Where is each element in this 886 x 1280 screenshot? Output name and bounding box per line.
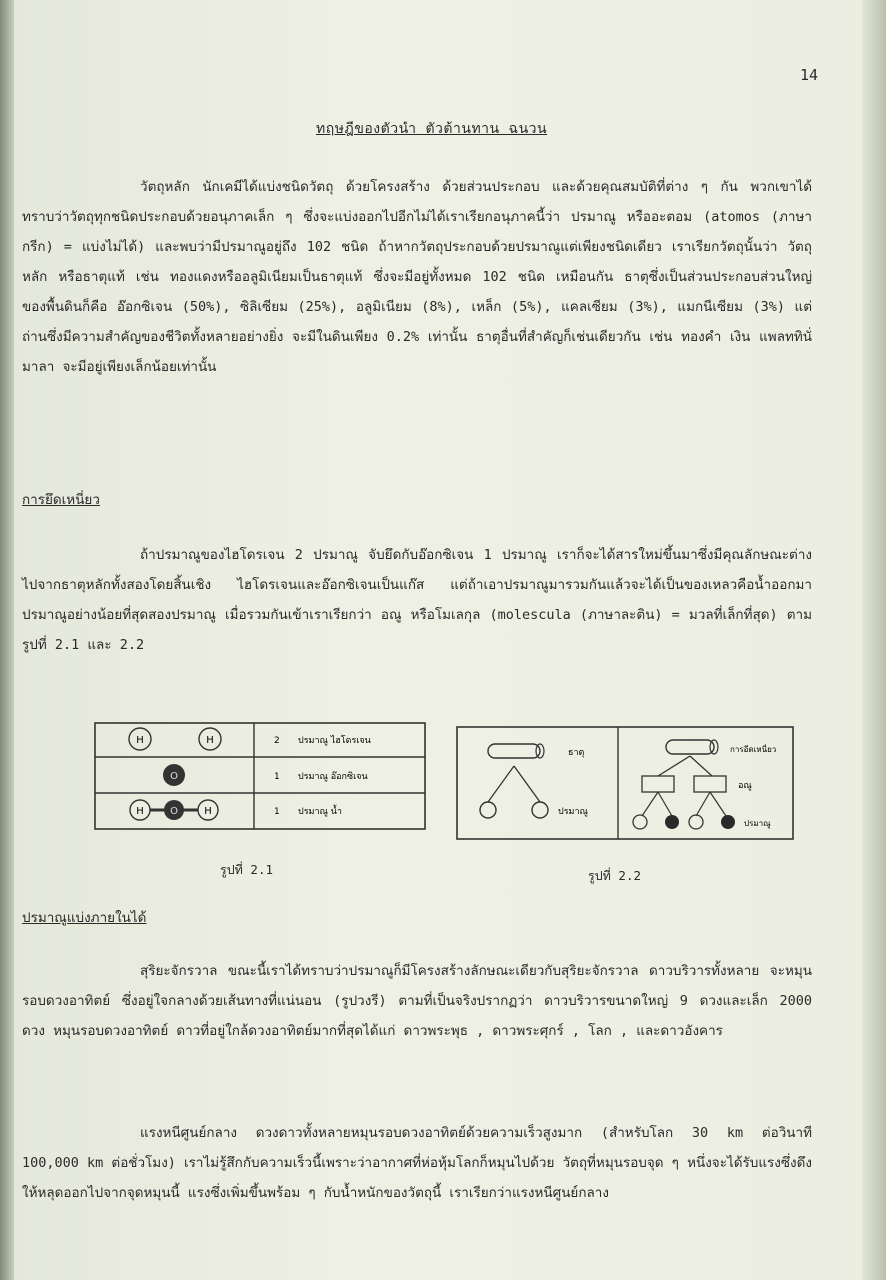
atom-filled-icon	[721, 815, 735, 829]
page-number: 14	[800, 66, 819, 84]
label-molecule: อณู	[738, 781, 752, 791]
svg-text:O: O	[170, 771, 178, 782]
row2-count: 1	[274, 772, 280, 782]
water-molecule-icon	[130, 800, 218, 820]
figure-2-1-caption: รูปที่ 2.1	[220, 862, 273, 877]
atom-filled-icon	[665, 815, 679, 829]
atom-icon	[689, 815, 703, 829]
paragraph-solar-system-text: สุริยะจักรวาล ขณะนี้เราได้ทราบว่าปรมาณูก็มีโครงสร้างลักษณะเดียวกับสุริยะจักรวาล ดาวบริวารทั้งหลาย จะหมุนรอบดวงอาทิตย์ ซึ่งอยู่ใจกลางด้วยเส้นทางที่แน่นอน (รูปวงรี) ตามที่เป็นจริงปรากฏว่า ดาวบริวารขนาดใหญ่ 9 ดวงและเล็ก 2000 ดวง หมุนรอบดวงอาทิตย์ ดาวที่อยู่ใกล้ดวงอาทิตย์มากที่สุดได้แก่ ดาวพระพุธ , ดาวพระศุกร์ , โลก , และดาวอังคาร	[22, 963, 812, 1039]
heading-bonding: การยึดเหนี่ยว	[22, 492, 100, 508]
page-title: ทฤษฎีของตัวนำ ตัวต้านทาน ฉนวน	[316, 121, 548, 137]
page-left-edge	[0, 0, 14, 1280]
atom-icon	[633, 815, 647, 829]
label-atom-left: ปรมาณู	[558, 807, 588, 817]
atom-icon	[480, 802, 496, 818]
paragraph-elements	[22, 172, 812, 382]
bonded-rod-icon	[666, 740, 718, 754]
row1-count: 2	[274, 736, 280, 746]
heading-atom-divisible: ปรมาณูแบ่งภายในได้	[22, 910, 147, 926]
paragraph-bonding-text: ถ้าปรมาณูของไฮโดรเจน 2 ปรมาณู จับยึดกับอ๊อกซิเจน 1 ปรมาณู เราก็จะได้สารใหม่ขึ้นมาซึ่งมีคุณลักษณะต่างไปจากธาตุหลักทั้งสองโดยสิ้นเชิง ไฮโดรเจนและอ๊อกซิเจนเป็นแก๊ส แต่ถ้าเอาปรมาณูมารวมกันแล้วจะได้เป็นของเหลวคือน้ำออกมา ปรมาณูอย่างน้อยที่สุดสองปรมาณู เมื่อรวมกันเข้าเราเรียกว่า อณู หรือโมเลกุล (molescula (ภาษาละติน) = มวลที่เล็กที่สุด) ตามรูปที่ 2.1 และ 2.2	[22, 547, 812, 653]
paragraph-elements-text: วัตถุหลัก นักเคมีได้แบ่งชนิดวัตถุ ด้วยโครงสร้าง ด้วยส่วนประกอบ และด้วยคุณสมบัติที่ต่าง ๆ กัน พวกเขาได้ทราบว่าวัตถุทุกชนิดประกอบด้วยอนุภาคเล็ก ๆ ซึ่งจะแบ่งออกไปอีกไม่ได้เราเรียกอนุภาคนี้ว่า ปรมาณู หรืออะตอม (atomos (ภาษากรีก) = แบ่งไม่ได้) และพบว่ามีปรมาณูอยู่ถึง 102 ชนิด ถ้าหากวัตถุประกอบด้วยปรมาณูแต่เพียงชนิดเดียว เราเรียกวัตถุนั้นว่า วัตถุหลัก หรือธาตุแท้ เช่น ทองแดงหรืออลูมิเนียมเป็นธาตุแท้ ซึ่งจะมีอยู่ทั้งหมด 102 ชนิด เหมือนกัน ธาตุซึ่งเป็นส่วนประกอบส่วนใหญ่ของพื้นดินก็คือ อ๊อกซิเจน (50%), ซิลิเซียม (25%), อลูมิเนียม (8%), เหล็ก (5%), แคลเซียม (3%), แมกนีเซียม (3%) แต่ถ่านซึ่งมีความสำคัญของชีวิตทั้งหลายอย่างยิ่ง จะมีในดินเพียง 0.2% เท่านั้น ธาตุอื่นที่สำคัญก็เช่นเดียวกัน เช่น ทองคำ เงิน แพลททินั่มาลา จะมีอยู่เพียงเล็กน้อยเท่านั้น	[22, 179, 812, 375]
hydrogen-atom-icon	[129, 728, 151, 750]
element-rod-icon	[488, 744, 544, 758]
label-element: ธาตุ	[568, 748, 585, 758]
row3-count: 1	[274, 807, 280, 817]
figure-2-2	[456, 726, 796, 842]
figure-2-2-caption: รูปที่ 2.2	[588, 868, 641, 883]
molecule-box-icon	[694, 776, 726, 792]
page-right-edge	[862, 0, 886, 1280]
hydrogen-atom-icon	[199, 728, 221, 750]
svg-text:O: O	[170, 806, 178, 817]
figure-2-1	[94, 722, 428, 832]
paragraph-solar-system	[22, 956, 812, 1046]
row1-label: ปรมาณู ไฮโดรเจน	[298, 736, 371, 746]
svg-text:H: H	[136, 806, 144, 817]
paragraph-bonding	[22, 540, 812, 660]
atom-icon	[532, 802, 548, 818]
label-atom-right: ปรมาณู	[744, 819, 771, 828]
paragraph-centrifugal-text: แรงหนีศูนย์กลาง ดวงดาวทั้งหลายหมุนรอบดวงอาทิตย์ด้วยความเร็วสูงมาก (สำหรับโลก 30 km ต่อวินาที 100,000 km ต่อชั่วโมง) เราไม่รู้สึกกับความเร็วนี้เพราะว่าอากาศที่ห่อหุ้มโลกก็หมุนไปด้วย วัตถุที่หมุนรอบจุด ๆ หนึ่งจะได้รับแรงซึ่งดึงให้หลุดออกไปจากจุดหมุนนี้ แรงซึ่งเพิ่มขึ้นพร้อม ๆ กับน้ำหนักของวัตถุนี้ เราเรียกว่าแรงหนีศูนย์กลาง	[22, 1125, 812, 1201]
row3-label: ปรมาณู น้ำ	[298, 807, 342, 817]
oxygen-atom-icon	[163, 764, 185, 786]
svg-text:H: H	[206, 735, 214, 746]
svg-text:H: H	[136, 735, 144, 746]
paragraph-centrifugal	[22, 1118, 812, 1208]
molecule-box-icon	[642, 776, 674, 792]
label-bonding: การอีดเหนี่ยว	[730, 745, 777, 754]
row2-label: ปรมาณู อ๊อกซิเจน	[298, 772, 368, 782]
svg-text:H: H	[204, 806, 212, 817]
